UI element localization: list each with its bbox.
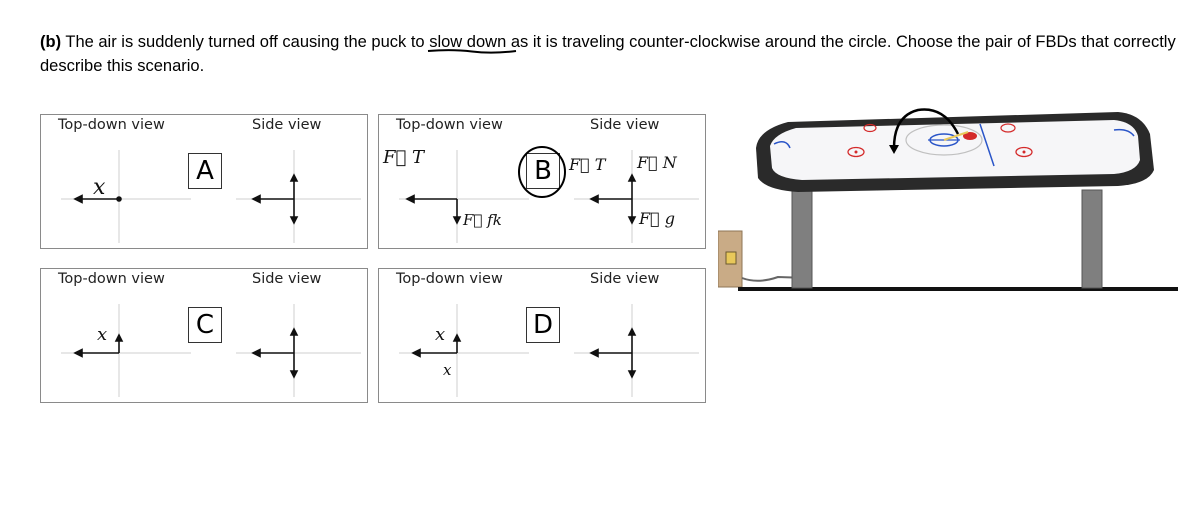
fbd-panel-a[interactable] [40, 114, 368, 249]
option-letter-b[interactable]: B [526, 153, 560, 189]
fbd-diagram-c [41, 269, 369, 404]
option-letter-c[interactable]: C [188, 307, 222, 343]
option-letter-a[interactable]: A [188, 153, 222, 189]
handwritten-mark: x [435, 324, 446, 345]
handwritten-label-gravity-side: F⃗ g [639, 209, 676, 228]
side-view-label: Side view [590, 117, 660, 133]
fbd-diagram-b [379, 115, 707, 250]
top-down-view-label: Top-down view [396, 117, 503, 133]
fbd-diagram-d [379, 269, 707, 404]
fbd-panel-c[interactable] [40, 268, 368, 403]
option-letter-d[interactable]: D [526, 307, 560, 343]
question-part-label: (b) [40, 33, 62, 51]
top-down-view-label: Top-down view [58, 117, 165, 133]
fbd-panel-d[interactable] [378, 268, 706, 403]
fbd-panel-b[interactable] [378, 114, 706, 249]
question-text-after: as it is traveling counter-clockwise around the circle. Choose the pair of FBDs that correctly describe this scenario. [40, 33, 1176, 75]
top-down-view-label: Top-down view [396, 271, 503, 287]
handwritten-mark: x [93, 175, 106, 200]
handwritten-label-normal-side: F⃗ N [637, 153, 677, 172]
handwritten-label-tension-side: F⃗ T [569, 155, 606, 174]
handwritten-mark: x [443, 361, 452, 379]
side-view-label: Side view [252, 271, 322, 287]
question-text-before: The air is suddenly turned off causing the puck to [61, 33, 430, 51]
handwritten-label-friction-top: F⃗ fk [463, 211, 502, 229]
air-hockey-table-image [718, 100, 1178, 300]
handwritten-label-tension-top: F⃗ T [383, 147, 425, 168]
handwritten-mark: x [97, 324, 108, 345]
question-emphasis: slow down [429, 33, 506, 51]
side-view-label: Side view [590, 271, 660, 287]
selection-circle [519, 147, 565, 197]
fbd-diagram-a [41, 115, 369, 250]
question-text [40, 30, 1180, 78]
side-view-label: Side view [252, 117, 322, 133]
handwritten-underline [427, 48, 517, 54]
top-down-view-label: Top-down view [58, 271, 165, 287]
